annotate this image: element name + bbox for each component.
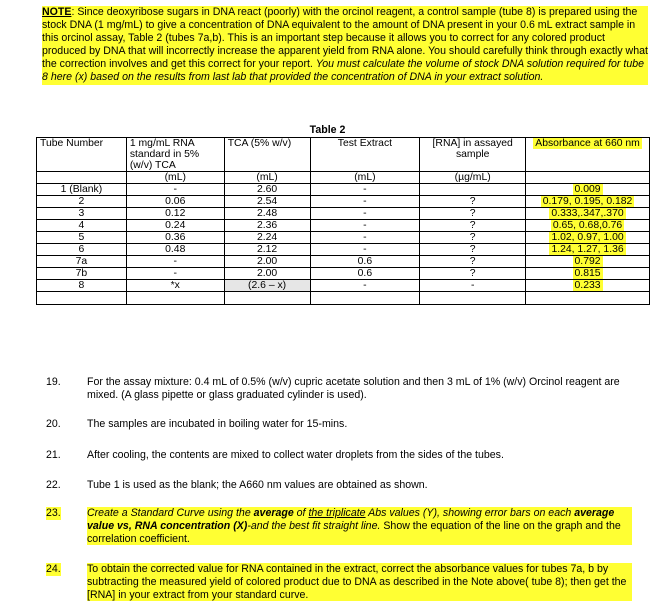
item-text-part: Show the equation of the line on the graph and the correlation coefficient.: [87, 519, 621, 545]
cell-tca: 2.48: [224, 208, 310, 220]
empty-cell: [37, 292, 127, 305]
item-text-part: average value vs, RNA concentration (X): [87, 507, 615, 532]
table-title: Table 2: [309, 124, 346, 136]
cell-rna: 0.48: [126, 244, 224, 256]
cell-extract: -: [310, 280, 420, 292]
cell-extract: -: [310, 232, 420, 244]
item-text-part: of: [293, 507, 309, 519]
cell-conc: ?: [420, 232, 526, 244]
absorbance-value: 0.792: [574, 256, 601, 267]
absorbance-value: 0.815: [574, 268, 601, 279]
unit-tca: (mL): [224, 172, 310, 184]
table-header-row: [37, 138, 650, 172]
absorbance-value: 0.233: [574, 280, 601, 291]
absorbance-value: 0.009: [574, 184, 601, 195]
note-text: : Since deoxyribose sugars in DNA react (poorly) with the orcinol reagent, a control sample (tube 8) is prepared using the stock DNA (1 mg/mL) to give a concentration of DNA equivalent to the amount of DNA present in your 0.6 mL extract sample in this orcinol assay, Table 2 (tubes 7a,b). This is an important step because it allows you to correct for any colored product produced by DNA that will incorrectly increase the apparent yield from RNA alone. You should carefully think through exactly what the correction involves and get this correct for your report.: [42, 6, 648, 71]
cell-conc: ?: [420, 268, 526, 280]
header-rna-standard: 1 mg/mL RNA standard in 5% (w/v) TCA: [126, 138, 224, 172]
note-label: NOTE: [42, 6, 72, 18]
item-text-part: Abs values (Y), showing error bars on each: [365, 507, 575, 519]
cell-tube: 2: [37, 196, 127, 208]
cell-tca: 2.00: [224, 268, 310, 280]
item-text: [87, 507, 632, 545]
cell-tube: 7b: [37, 268, 127, 280]
absorbance-value: 0.333,.347,.370: [551, 208, 624, 219]
header-test-extract: Test Extract: [310, 138, 420, 172]
unit-extract: (mL): [310, 172, 420, 184]
cell-conc: ?: [420, 220, 526, 232]
item-number: 23.: [46, 507, 61, 519]
item-text-part: Create a Standard Curve using the: [87, 507, 254, 519]
table-row: [37, 208, 650, 220]
empty-cell: [224, 292, 310, 305]
absorbance-value: 0.179, 0.195, 0.182: [542, 196, 633, 207]
table-row: [37, 232, 650, 244]
cell-abs: [526, 280, 650, 292]
note-calc-instruction: You must calculate the volume of stock DNA solution required for tube 8 here (x) based on the results from last lab that provided the concentration of DNA in your extract solution.: [42, 58, 644, 84]
item-text: The samples are incubated in boiling water for 15-mins.: [87, 418, 348, 430]
item-text-part: the triplicate: [308, 507, 366, 519]
absorbance-value: 1.24, 1.27, 1.36: [551, 244, 624, 255]
cell-tca: 2.60: [224, 184, 310, 196]
header-tube-number: Tube Number: [37, 138, 127, 172]
item-number: 22.: [46, 479, 61, 491]
cell-conc: -: [420, 280, 526, 292]
cell-rna: 0.12: [126, 208, 224, 220]
table-row: [37, 280, 650, 292]
cell-conc: ?: [420, 256, 526, 268]
cell-conc: ?: [420, 244, 526, 256]
empty-cell: [420, 292, 526, 305]
table-row: [37, 184, 650, 196]
cell-rna: *x: [126, 280, 224, 292]
cell-extract: -: [310, 208, 420, 220]
table-row: [37, 244, 650, 256]
cell-tube: 5: [37, 232, 127, 244]
cell-rna: -: [126, 256, 224, 268]
header-absorbance: [526, 138, 650, 172]
item-number: 19.: [46, 376, 61, 388]
cell-tube: 4: [37, 220, 127, 232]
cell-rna: 0.24: [126, 220, 224, 232]
item-text: Tube 1 is used as the blank; the A660 nm values are obtained as shown.: [87, 479, 428, 491]
empty-cell: [310, 292, 420, 305]
table-row: [37, 256, 650, 268]
cell-abs: [526, 208, 650, 220]
cell-conc: ?: [420, 208, 526, 220]
cell-tca: (2.6 – x): [224, 280, 310, 292]
cell-abs: [526, 256, 650, 268]
cell-conc: ?: [420, 196, 526, 208]
item-text-part: average: [253, 507, 294, 519]
cell-abs: [526, 220, 650, 232]
absorbance-value: 0.65, 0.68,0.76: [552, 220, 623, 231]
cell-tca: 2.12: [224, 244, 310, 256]
cell-tca: 2.54: [224, 196, 310, 208]
item-number: 21.: [46, 449, 61, 461]
unit-abs: [526, 172, 650, 184]
item-text-part: -and the best fit straight line.: [247, 519, 381, 532]
item-text: After cooling, the contents are mixed to collect water droplets from the sides of the tubes.: [87, 449, 504, 461]
cell-tube: 1 (Blank): [37, 184, 127, 196]
item-text: To obtain the corrected value for RNA contained in the extract, correct the absorbance values for tubes 7a, b by subtracting the measured yield of colored product due to DNA as described in the Note above( tube 8); then get the [RNA] in your extract from your standard curve.: [87, 563, 632, 601]
cell-extract: -: [310, 220, 420, 232]
cell-rna: -: [126, 184, 224, 196]
cell-extract: -: [310, 244, 420, 256]
table-row-empty: [37, 292, 650, 305]
table-row: [37, 196, 650, 208]
cell-tube: 6: [37, 244, 127, 256]
cell-conc: [420, 184, 526, 196]
cell-tube: 7a: [37, 256, 127, 268]
cell-tube: 8: [37, 280, 127, 292]
cell-extract: 0.6: [310, 268, 420, 280]
cell-rna: 0.36: [126, 232, 224, 244]
header-absorbance-label: Absorbance at 660 nm: [535, 138, 640, 149]
table-row: [37, 268, 650, 280]
absorbance-value: 1.02, 0.97, 1.00: [551, 232, 624, 243]
cell-tca: 2.24: [224, 232, 310, 244]
cell-tca: 2.00: [224, 256, 310, 268]
cell-extract: -: [310, 196, 420, 208]
header-rna-conc: [RNA] in assayed sample: [420, 138, 526, 172]
unit-tube: [37, 172, 127, 184]
cell-rna: -: [126, 268, 224, 280]
cell-abs: [526, 184, 650, 196]
cell-abs: [526, 196, 650, 208]
item-number: 20.: [46, 418, 61, 430]
data-table: [36, 137, 650, 305]
empty-cell: [526, 292, 650, 305]
header-tca: TCA (5% w/v): [224, 138, 310, 172]
cell-abs: [526, 268, 650, 280]
cell-extract: 0.6: [310, 256, 420, 268]
item-text: For the assay mixture: 0.4 mL of 0.5% (w/v) cupric acetate solution and then 3 mL of 1% (w/v) Orcinol reagent are mixed. (A glass pipette or glass graduated cylinder is used).: [87, 376, 620, 401]
empty-cell: [126, 292, 224, 305]
cell-extract: -: [310, 184, 420, 196]
cell-rna: 0.06: [126, 196, 224, 208]
item-number: 24.: [46, 563, 61, 575]
table-units-row: [37, 172, 650, 184]
cell-tca: 2.36: [224, 220, 310, 232]
unit-rna: (mL): [126, 172, 224, 184]
table-row: [37, 220, 650, 232]
cell-abs: [526, 244, 650, 256]
cell-tube: 3: [37, 208, 127, 220]
note-paragraph: [42, 6, 648, 85]
cell-abs: [526, 232, 650, 244]
unit-conc: (µg/mL): [420, 172, 526, 184]
